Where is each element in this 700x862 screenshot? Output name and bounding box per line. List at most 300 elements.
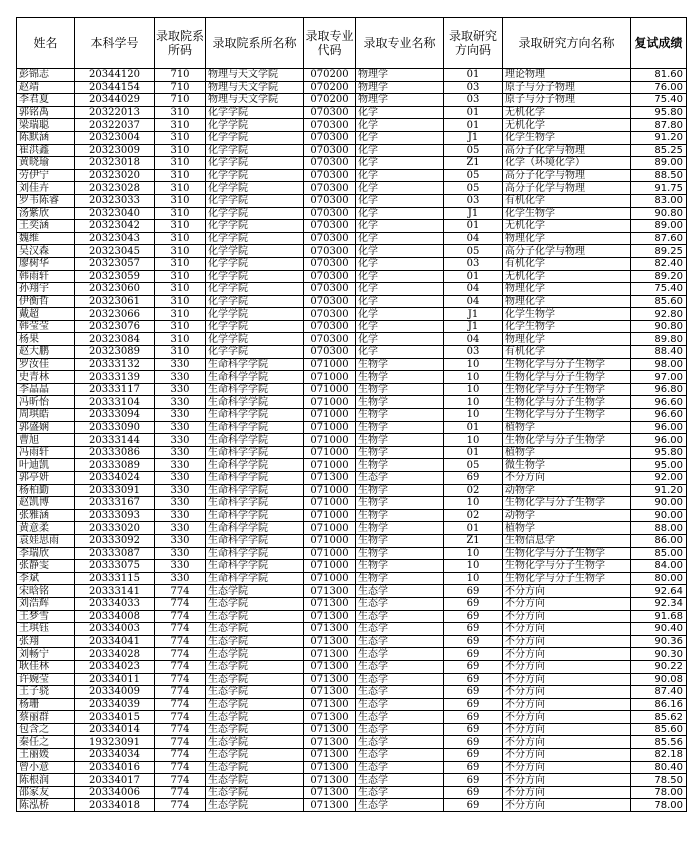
cell-major-name: 化学 [356,220,444,233]
cell-dept-name: 生命科学学院 [206,497,304,510]
cell-direction-name: 高分子化学与物理 [503,169,631,182]
cell-dept-code: 310 [155,119,206,132]
cell-major-name: 生态学 [356,723,444,736]
cell-direction-name: 无机化学 [503,106,631,119]
cell-major-name: 生态学 [356,597,444,610]
cell-major-code: 071000 [304,421,356,434]
cell-major-name: 化学 [356,182,444,195]
cell-score: 97.00 [631,371,687,384]
cell-name: 刘佳卉 [17,182,75,195]
table-row [17,207,687,220]
cell-dept-code: 330 [155,446,206,459]
table-row [17,547,687,560]
cell-dept-name: 物理与天文学院 [206,94,304,107]
cell-major-code: 071300 [304,686,356,699]
cell-major-name: 生物学 [356,446,444,459]
cell-direction-name: 高分子化学与物理 [503,144,631,157]
cell-direction-name: 有机化学 [503,257,631,270]
cell-student-id: 20333117 [75,383,155,396]
cell-major-code: 071300 [304,610,356,623]
cell-student-id: 20344120 [75,69,155,82]
cell-major-name: 生物学 [356,547,444,560]
cell-direction-name: 不分方向 [503,648,631,661]
table-row [17,283,687,296]
cell-major-name: 生物学 [356,358,444,371]
cell-name: 汤紫欣 [17,207,75,220]
cell-major-code: 070300 [304,131,356,144]
cell-direction-code: J1 [444,320,503,333]
cell-dept-name: 生命科学学院 [206,371,304,384]
table-row [17,723,687,736]
cell-direction-name: 原子与分子物理 [503,81,631,94]
cell-dept-code: 310 [155,295,206,308]
cell-dept-name: 生命科学学院 [206,522,304,535]
cell-student-id: 20334024 [75,472,155,485]
cell-major-name: 化学 [356,257,444,270]
table-row [17,686,687,699]
cell-name: 蔡丽群 [17,711,75,724]
cell-direction-name: 不分方向 [503,610,631,623]
cell-score: 80.40 [631,761,687,774]
cell-direction-name: 不分方向 [503,698,631,711]
cell-direction-code: 05 [444,182,503,195]
cell-major-code: 071300 [304,648,356,661]
cell-direction-name: 不分方向 [503,635,631,648]
cell-dept-name: 生命科学学院 [206,446,304,459]
cell-student-id: 20333087 [75,547,155,560]
cell-score: 81.60 [631,69,687,82]
table-row [17,799,687,812]
cell-major-name: 化学 [356,295,444,308]
cell-direction-code: 01 [444,106,503,119]
cell-direction-code: 10 [444,383,503,396]
cell-direction-name: 微生物学 [503,459,631,472]
table-row [17,635,687,648]
cell-student-id: 20334011 [75,673,155,686]
cell-name: 刘浩辉 [17,597,75,610]
cell-major-name: 生态学 [356,673,444,686]
cell-name: 赵靖 [17,81,75,94]
cell-name: 戴超 [17,308,75,321]
cell-student-id: 20334006 [75,786,155,799]
cell-major-name: 物理学 [356,69,444,82]
cell-major-name: 生物学 [356,484,444,497]
cell-direction-name: 无机化学 [503,270,631,283]
cell-major-name: 生物学 [356,459,444,472]
table-row [17,69,687,82]
cell-direction-code: 69 [444,585,503,598]
table-row [17,484,687,497]
cell-name: 赵大鹏 [17,346,75,359]
table-row [17,648,687,661]
cell-score: 90.40 [631,623,687,636]
cell-major-name: 生态学 [356,749,444,762]
table-row [17,358,687,371]
cell-score: 86.00 [631,534,687,547]
cell-direction-code: 69 [444,660,503,673]
cell-student-id: 20333104 [75,396,155,409]
cell-direction-name: 生物化学与分子生物学 [503,560,631,573]
cell-score: 91.20 [631,131,687,144]
cell-name: 王奕涵 [17,220,75,233]
table-row [17,257,687,270]
table-row [17,434,687,447]
cell-direction-code: 05 [444,169,503,182]
cell-score: 92.34 [631,597,687,610]
cell-dept-name: 物理与天文学院 [206,69,304,82]
cell-direction-name: 理论物理 [503,69,631,82]
cell-score: 75.40 [631,283,687,296]
cell-direction-code: Z1 [444,534,503,547]
cell-major-code: 071000 [304,358,356,371]
cell-major-name: 化学 [356,270,444,283]
cell-score: 90.00 [631,497,687,510]
table-row [17,245,687,258]
cell-major-name: 化学 [356,283,444,296]
cell-major-code: 071000 [304,497,356,510]
cell-dept-code: 310 [155,106,206,119]
cell-score: 90.08 [631,673,687,686]
cell-dept-code: 330 [155,371,206,384]
cell-name: 冯雨轩 [17,446,75,459]
table-row [17,320,687,333]
cell-name: 周琪皓 [17,409,75,422]
cell-major-name: 化学 [356,131,444,144]
cell-direction-name: 化学（环境化学） [503,157,631,170]
cell-name: 梁瑞聪 [17,119,75,132]
cell-major-code: 071000 [304,446,356,459]
cell-major-code: 070300 [304,157,356,170]
cell-direction-code: 03 [444,81,503,94]
cell-student-id: 20333075 [75,560,155,573]
cell-direction-code: 69 [444,799,503,812]
cell-dept-name: 生命科学学院 [206,509,304,522]
cell-student-id: 20333091 [75,484,155,497]
cell-direction-code: 04 [444,295,503,308]
cell-dept-code: 774 [155,711,206,724]
cell-direction-code: 03 [444,346,503,359]
cell-direction-name: 不分方向 [503,786,631,799]
cell-student-id: 20334039 [75,698,155,711]
cell-dept-name: 化学学院 [206,346,304,359]
cell-dept-name: 生态学院 [206,736,304,749]
cell-major-code: 070300 [304,257,356,270]
cell-direction-name: 物理化学 [503,232,631,245]
cell-dept-name: 化学学院 [206,144,304,157]
cell-major-code: 071300 [304,635,356,648]
cell-major-code: 071000 [304,434,356,447]
cell-dept-name: 化学学院 [206,257,304,270]
cell-direction-name: 不分方向 [503,597,631,610]
cell-dept-name: 生态学院 [206,597,304,610]
cell-name: 李君夏 [17,94,75,107]
table-row [17,459,687,472]
cell-direction-code: 05 [444,245,503,258]
cell-student-id: 20334009 [75,686,155,699]
cell-major-code: 071000 [304,522,356,535]
cell-name: 宋晗铭 [17,585,75,598]
header-name: 姓名 [17,18,75,69]
cell-student-id: 20333093 [75,509,155,522]
table-row [17,472,687,485]
table-row [17,383,687,396]
cell-direction-name: 植物学 [503,446,631,459]
cell-score: 96.00 [631,434,687,447]
cell-major-name: 生态学 [356,660,444,673]
cell-major-name: 化学 [356,333,444,346]
cell-dept-name: 生命科学学院 [206,572,304,585]
cell-major-name: 化学 [356,194,444,207]
cell-dept-code: 310 [155,182,206,195]
cell-major-name: 生态学 [356,686,444,699]
cell-major-code: 071300 [304,786,356,799]
cell-student-id: 20334003 [75,623,155,636]
cell-score: 84.00 [631,560,687,573]
cell-major-code: 070300 [304,194,356,207]
cell-major-name: 生态学 [356,610,444,623]
cell-dept-name: 生态学院 [206,635,304,648]
cell-name: 劳伊宁 [17,169,75,182]
cell-dept-code: 774 [155,610,206,623]
cell-direction-code: J1 [444,308,503,321]
cell-major-code: 071300 [304,698,356,711]
cell-major-code: 070200 [304,94,356,107]
cell-direction-name: 不分方向 [503,723,631,736]
cell-major-code: 070300 [304,308,356,321]
cell-student-id: 20333089 [75,459,155,472]
cell-name: 王梦雪 [17,610,75,623]
cell-major-name: 生态学 [356,648,444,661]
cell-student-id: 20323043 [75,232,155,245]
cell-major-code: 071300 [304,660,356,673]
cell-dept-name: 化学学院 [206,320,304,333]
cell-student-id: 20323042 [75,220,155,233]
cell-direction-code: 10 [444,409,503,422]
cell-direction-name: 不分方向 [503,736,631,749]
cell-major-code: 070300 [304,169,356,182]
table-row [17,534,687,547]
cell-dept-name: 生态学院 [206,698,304,711]
cell-dept-code: 310 [155,283,206,296]
cell-direction-code: 69 [444,698,503,711]
cell-direction-name: 生物信息学 [503,534,631,547]
cell-dept-name: 生态学院 [206,623,304,636]
cell-name: 冯昕怡 [17,396,75,409]
cell-dept-code: 330 [155,560,206,573]
cell-major-code: 071300 [304,673,356,686]
table-row [17,761,687,774]
cell-name: 廖树华 [17,257,75,270]
table-row [17,509,687,522]
cell-score: 90.80 [631,320,687,333]
cell-major-code: 071300 [304,585,356,598]
cell-student-id: 20333090 [75,421,155,434]
cell-major-code: 070300 [304,245,356,258]
cell-name: 韩莹莹 [17,320,75,333]
table-row [17,182,687,195]
cell-direction-name: 高分子化学与物理 [503,182,631,195]
cell-dept-code: 310 [155,308,206,321]
cell-dept-name: 生命科学学院 [206,560,304,573]
table-row [17,623,687,636]
cell-direction-code: 69 [444,774,503,787]
cell-major-name: 物理学 [356,81,444,94]
table-row [17,295,687,308]
cell-major-code: 070300 [304,144,356,157]
table-row [17,698,687,711]
cell-name: 魏维 [17,232,75,245]
cell-dept-code: 330 [155,434,206,447]
cell-dept-code: 310 [155,245,206,258]
cell-dept-name: 化学学院 [206,333,304,346]
table-row [17,446,687,459]
cell-direction-name: 不分方向 [503,585,631,598]
cell-direction-code: 69 [444,686,503,699]
cell-direction-name: 生物化学与分子生物学 [503,358,631,371]
cell-major-name: 生物学 [356,522,444,535]
table-row [17,194,687,207]
cell-direction-code: 69 [444,597,503,610]
cell-major-name: 化学 [356,207,444,220]
cell-dept-code: 310 [155,220,206,233]
cell-major-code: 070300 [304,270,356,283]
cell-major-code: 070300 [304,182,356,195]
cell-score: 89.20 [631,270,687,283]
cell-student-id: 20334014 [75,723,155,736]
cell-direction-name: 动物学 [503,509,631,522]
cell-dept-code: 330 [155,509,206,522]
cell-major-name: 物理学 [356,94,444,107]
cell-score: 89.00 [631,157,687,170]
cell-score: 96.60 [631,396,687,409]
cell-major-name: 生物学 [356,509,444,522]
cell-dept-code: 774 [155,774,206,787]
cell-score: 85.25 [631,144,687,157]
cell-major-name: 生态学 [356,711,444,724]
cell-major-name: 化学 [356,106,444,119]
cell-dept-code: 774 [155,799,206,812]
cell-score: 88.50 [631,169,687,182]
cell-dept-name: 化学学院 [206,308,304,321]
cell-student-id: 20323066 [75,308,155,321]
cell-direction-name: 生物化学与分子生物学 [503,409,631,422]
cell-major-name: 生物学 [356,534,444,547]
header-dept-code: 录取院系所码 [155,18,206,69]
table-row [17,497,687,510]
cell-dept-code: 330 [155,472,206,485]
cell-score: 90.00 [631,509,687,522]
cell-major-name: 生物学 [356,560,444,573]
table-row [17,333,687,346]
cell-major-code: 071300 [304,799,356,812]
cell-dept-code: 310 [155,207,206,220]
cell-direction-code: 04 [444,283,503,296]
cell-score: 89.25 [631,245,687,258]
cell-direction-name: 不分方向 [503,799,631,812]
cell-score: 87.60 [631,232,687,245]
cell-dept-code: 710 [155,81,206,94]
cell-major-name: 化学 [356,144,444,157]
cell-score: 80.00 [631,572,687,585]
cell-direction-code: 01 [444,119,503,132]
cell-direction-code: 69 [444,648,503,661]
cell-dept-name: 生命科学学院 [206,409,304,422]
cell-dept-name: 化学学院 [206,119,304,132]
cell-direction-code: 05 [444,459,503,472]
cell-dept-code: 774 [155,660,206,673]
cell-direction-code: Z1 [444,157,503,170]
cell-direction-code: 69 [444,635,503,648]
cell-name: 包含之 [17,723,75,736]
cell-dept-code: 774 [155,723,206,736]
cell-direction-name: 不分方向 [503,673,631,686]
cell-direction-code: 10 [444,497,503,510]
cell-direction-name: 不分方向 [503,472,631,485]
cell-name: 曹旭 [17,434,75,447]
table-row [17,585,687,598]
cell-score: 96.60 [631,409,687,422]
cell-dept-name: 生态学院 [206,673,304,686]
cell-name: 李瑞欣 [17,547,75,560]
cell-name: 张翔 [17,635,75,648]
cell-direction-name: 高分子化学与物理 [503,245,631,258]
cell-direction-code: 69 [444,749,503,762]
cell-direction-code: 02 [444,509,503,522]
cell-student-id: 20333086 [75,446,155,459]
cell-score: 82.40 [631,257,687,270]
cell-major-name: 生态学 [356,585,444,598]
cell-major-code: 071000 [304,547,356,560]
cell-major-name: 生物学 [356,421,444,434]
header-major-name: 录取专业名称 [356,18,444,69]
cell-dept-code: 330 [155,484,206,497]
cell-dept-code: 310 [155,257,206,270]
table-row [17,774,687,787]
cell-dept-code: 310 [155,232,206,245]
cell-major-name: 化学 [356,157,444,170]
cell-score: 92.80 [631,308,687,321]
cell-dept-name: 生态学院 [206,799,304,812]
cell-score: 98.00 [631,358,687,371]
table-row [17,786,687,799]
cell-direction-code: 69 [444,472,503,485]
cell-score: 85.56 [631,736,687,749]
table-row [17,597,687,610]
table-row [17,749,687,762]
cell-student-id: 20323004 [75,131,155,144]
cell-major-name: 生态学 [356,761,444,774]
cell-direction-code: 03 [444,194,503,207]
cell-name: 陈泓桥 [17,799,75,812]
cell-dept-name: 化学学院 [206,245,304,258]
cell-major-code: 071300 [304,623,356,636]
cell-student-id: 20333139 [75,371,155,384]
cell-direction-code: 69 [444,786,503,799]
cell-score: 95.80 [631,106,687,119]
cell-dept-name: 生态学院 [206,711,304,724]
cell-major-code: 071300 [304,711,356,724]
cell-direction-name: 无机化学 [503,119,631,132]
cell-direction-code: J1 [444,131,503,144]
cell-dept-name: 化学学院 [206,270,304,283]
admission-sheet [16,17,686,812]
cell-name: 秦任之 [17,736,75,749]
cell-major-code: 070300 [304,220,356,233]
cell-direction-name: 物理化学 [503,333,631,346]
cell-dept-code: 774 [155,597,206,610]
cell-direction-name: 不分方向 [503,623,631,636]
cell-major-name: 生态学 [356,698,444,711]
